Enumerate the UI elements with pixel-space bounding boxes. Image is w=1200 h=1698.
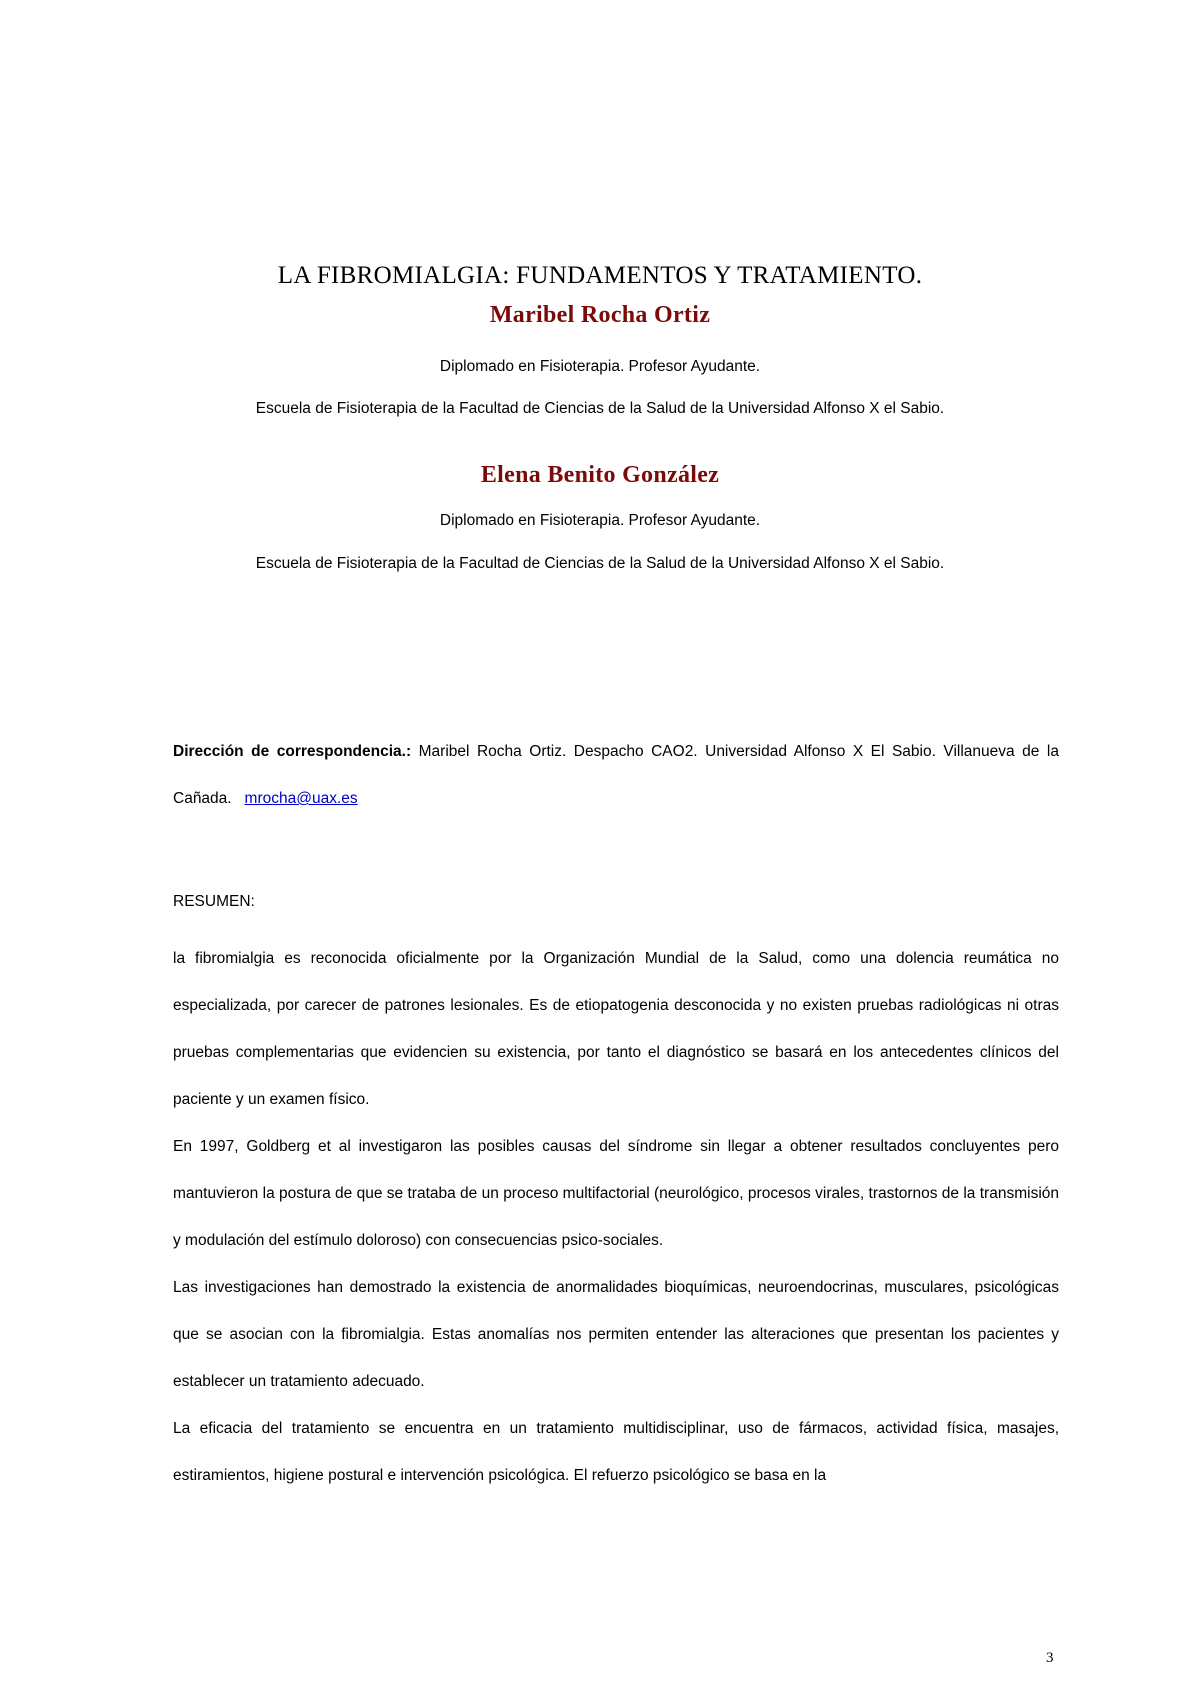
- author-institution-2: Escuela de Fisioterapia de la Facultad de Ciencias de la Salud de la Universidad Alfonso X el Sabio.: [255, 555, 945, 572]
- author-name-1: Maribel Rocha Ortiz: [489, 302, 711, 328]
- author-name-2: Elena Benito González: [480, 462, 720, 488]
- page-number: 3: [1046, 1650, 1054, 1666]
- abstract-paragraph-4: La eficacia del tratamiento se encuentra en un tratamiento multidisciplinar, uso de fármacos, actividad física, masajes, estiramientos, higiene postural e intervención psicológica. El refuerzo psicológico se basa en la: [173, 1420, 1059, 1484]
- abstract-paragraph-3: Las investigaciones han demostrado la existencia de anormalidades bioquímicas, neuroendocrinas, musculares, psicológicas que se asocian con la fibromialgia. Estas anomalías nos permiten entender las alteraciones que presentan los pacientes y establecer un tratamiento adecuado.: [173, 1279, 1059, 1390]
- abstract-heading: RESUMEN:: [173, 893, 255, 910]
- abstract-paragraph-1: la fibromialgia es reconocida oficialmente por la Organización Mundial de la Salud, como una dolencia reumática no especializada, por carecer de patrones lesionales. Es de etiopatogenia desconocida y no existen pruebas radiológicas ni otras pruebas complementarias que evidencien su existencia, por tanto el diagnóstico se basará en los antecedentes clínicos del paciente y un examen físico.: [173, 950, 1059, 1108]
- correspondence-text: Maribel Rocha Ortiz. Despacho CAO2. Universidad Alfonso X El Sabio. Villanueva de la Cañada.: [173, 743, 1059, 807]
- document-title: LA FIBROMIALGIA: FUNDAMENTOS Y TRATAMIENTO.: [277, 262, 923, 289]
- author-role-2: Diplomado en Fisioterapia. Profesor Ayudante.: [439, 512, 761, 529]
- author-institution-1: Escuela de Fisioterapia de la Facultad de Ciencias de la Salud de la Universidad Alfonso X el Sabio.: [255, 400, 945, 417]
- correspondence-block: [173, 728, 1059, 822]
- correspondence-label: Dirección de correspondencia.:: [173, 743, 412, 760]
- abstract-paragraph-2: En 1997, Goldberg et al investigaron las posibles causas del síndrome sin llegar a obtener resultados concluyentes pero mantuvieron la postura de que se trataba de un proceso multifactorial (neurológico, procesos virales, trastornos de la transmisión y modulación del estímulo doloroso) con consecuencias psico-sociales.: [173, 1138, 1059, 1249]
- abstract-body: [173, 935, 1059, 1499]
- email-link[interactable]: mrocha@uax.es: [244, 790, 358, 807]
- author-role-1: Diplomado en Fisioterapia. Profesor Ayudante.: [439, 358, 761, 375]
